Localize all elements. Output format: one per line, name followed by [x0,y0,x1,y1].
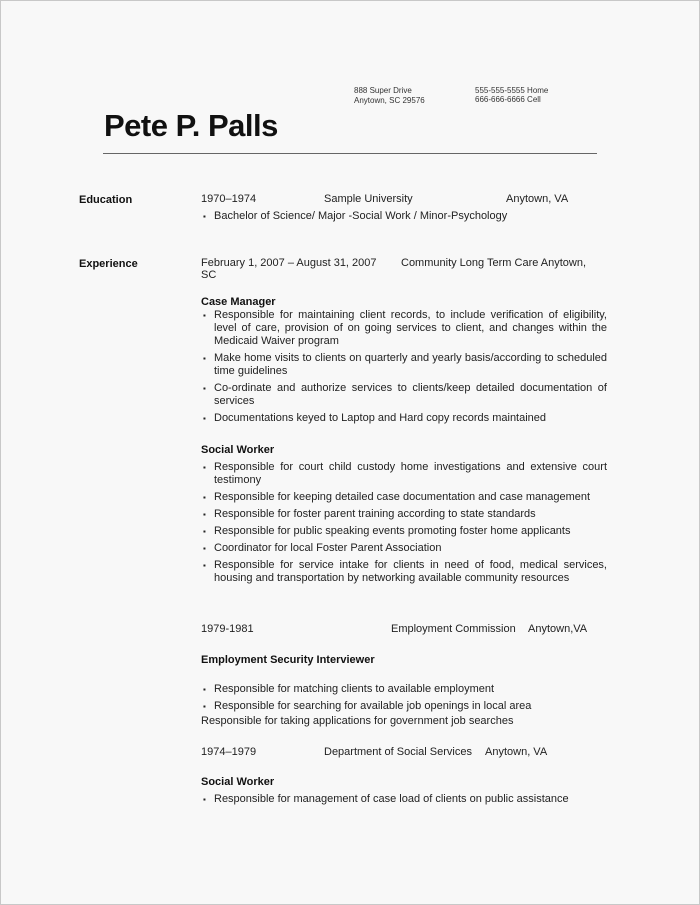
esi-list [201,683,607,717]
list-item: ▪ Responsible for maintaining client records, to include verification of eligibility, level of care, provision of on going services to client, and changes within the Medicaid Waiver program [201,309,607,348]
phone-home: 555-555-5555 Home [475,86,549,95]
job1-employer-cont: SC [201,269,217,281]
list-item: ▪ Bachelor of Science/ Major -Social Work / Minor-Psychology [201,210,601,223]
job1-dates: February 1, 2007 – August 31, 2007 [201,257,377,269]
esi-extra-line: Responsible for taking applications for government job searches [201,715,514,727]
list-item: ▪ Responsible for public speaking events promoting foster home applicants [201,525,607,538]
education-years: 1970–1974 [201,193,257,205]
list-item: ▪ Co-ordinate and authorize services to clients/keep detailed documentation of services [201,382,607,408]
list-item: ▪ Responsible for keeping detailed case documentation and case management [201,491,607,504]
header-divider [103,153,597,154]
esi-title: Employment Security Interviewer [201,654,375,666]
job2-years: 1979-1981 [201,623,254,635]
job2-employer: Employment Commission [391,623,516,635]
education-heading: Education [79,194,133,206]
experience-heading: Experience [79,258,138,270]
list-item: ▪ Responsible for matching clients to available employment [201,683,607,696]
list-item: ▪ Coordinator for local Foster Parent Association [201,542,607,555]
case-manager-list [201,309,607,429]
candidate-name: Pete P. Palls [104,108,278,143]
social-worker-title-1: Social Worker [201,444,275,456]
case-manager-title: Case Manager [201,296,276,308]
address-line-2: Anytown, SC 29576 [354,96,425,105]
education-school: Sample University [324,193,413,205]
job3-location: Anytown, VA [485,746,548,758]
list-item: ▪ Documentations keyed to Laptop and Hard copy records maintained [201,412,607,425]
address-line-1: 888 Super Drive [354,86,412,95]
social-worker-list-1 [201,461,607,589]
list-item: ▪ Responsible for searching for available job openings in local area [201,700,607,713]
job2-location: Anytown,VA [528,623,588,635]
list-item: ▪ Responsible for foster parent training according to state standards [201,508,607,521]
phone-cell: 666-666-6666 Cell [475,95,541,104]
list-item: ▪ Responsible for service intake for clients in need of food, medical services, housing and transportation by networking available community resources [201,559,607,585]
job1-employer: Community Long Term Care Anytown, [401,257,587,269]
job3-employer: Department of Social Services [324,746,472,758]
list-item: ▪ Responsible for management of case load of clients on public assistance [201,793,607,806]
list-item: ▪ Responsible for court child custody home investigations and extensive court testimony [201,461,607,487]
list-item: ▪ Make home visits to clients on quarterly and yearly basis/according to scheduled time guidelines [201,352,607,378]
social-worker-list-2 [201,793,607,810]
job3-years: 1974–1979 [201,746,257,758]
education-location: Anytown, VA [506,193,569,205]
education-list [201,210,601,227]
social-worker-title-2: Social Worker [201,776,275,788]
